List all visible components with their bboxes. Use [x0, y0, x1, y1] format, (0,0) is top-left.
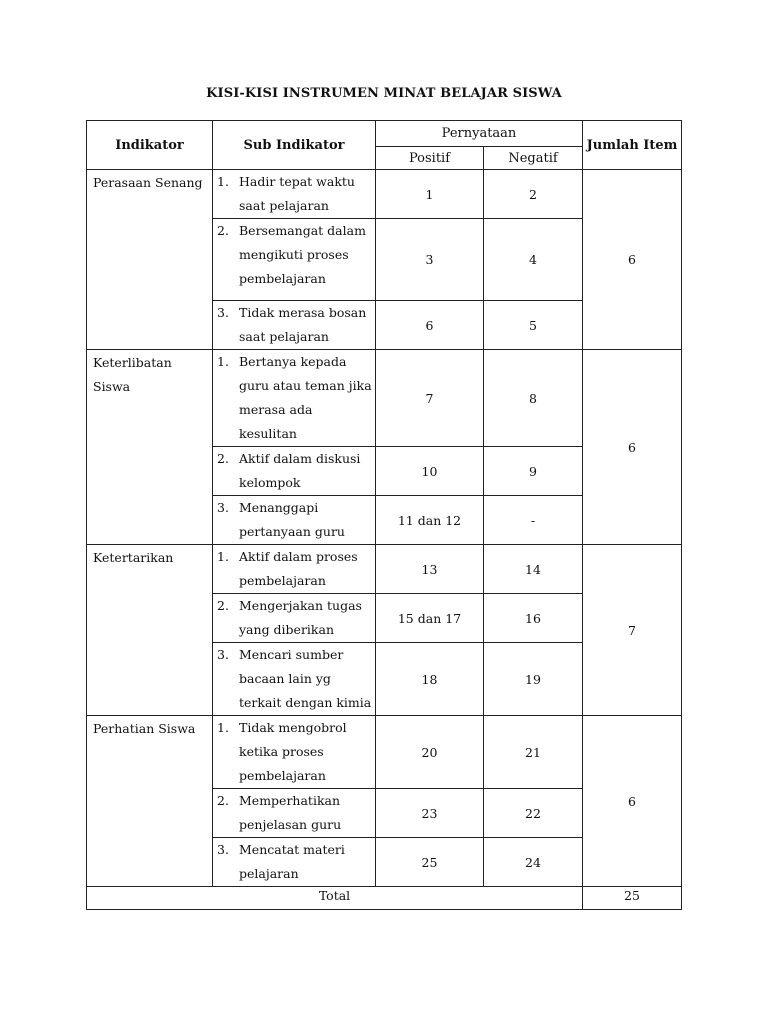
negatif-cell: 21	[484, 716, 583, 789]
header-jumlah-item: Jumlah Item	[583, 121, 682, 170]
total-row	[87, 887, 682, 910]
sub-indikator-cell	[213, 594, 376, 643]
sub-indikator-cell	[213, 496, 376, 545]
sub-indikator-cell	[213, 350, 376, 447]
negatif-cell: -	[484, 496, 583, 545]
positif-cell: 15 dan 17	[376, 594, 484, 643]
sub-indikator-cell	[213, 301, 376, 350]
item-number: 3.	[217, 305, 229, 320]
header-pernyataan: Pernyataan	[376, 121, 583, 147]
negatif-cell: 22	[484, 789, 583, 838]
document-title: KISI-KISI INSTRUMEN MINAT BELAJAR SISWA	[206, 86, 562, 101]
positif-cell: 23	[376, 789, 484, 838]
positif-cell: 6	[376, 301, 484, 350]
sub-indikator-cell	[213, 219, 376, 301]
indikator-cell: Keterlibatan Siswa	[87, 350, 213, 545]
item-number: 3.	[217, 647, 229, 662]
sub-indikator-text: Mengerjakan tugas yang diberikan	[239, 598, 362, 637]
positif-cell: 7	[376, 350, 484, 447]
negatif-cell: 24	[484, 838, 583, 887]
total-value: 25	[583, 887, 682, 910]
jumlah-cell: 6	[583, 170, 682, 350]
sub-indikator-text: Tidak mengobrol ketika proses pembelajaran	[239, 720, 347, 783]
sub-indikator-cell	[213, 838, 376, 887]
item-number: 3.	[217, 500, 229, 515]
table-row	[87, 170, 682, 219]
instrument-table	[86, 120, 682, 910]
item-number: 1.	[217, 174, 229, 189]
negatif-cell: 4	[484, 219, 583, 301]
negatif-cell: 2	[484, 170, 583, 219]
total-label: Total	[87, 887, 583, 910]
item-number: 1.	[217, 354, 229, 369]
header-sub-indikator: Sub Indikator	[213, 121, 376, 170]
table-row	[87, 716, 682, 789]
sub-indikator-text: Tidak merasa bosan saat pelajaran	[239, 305, 367, 344]
sub-indikator-cell	[213, 170, 376, 219]
sub-indikator-text: Bersemangat dalam mengikuti proses pembelajaran	[239, 223, 366, 286]
item-number: 1.	[217, 720, 229, 735]
negatif-cell: 5	[484, 301, 583, 350]
jumlah-cell: 6	[583, 716, 682, 887]
item-number: 2.	[217, 793, 229, 808]
sub-indikator-text: Aktif dalam diskusi kelompok	[239, 451, 361, 490]
item-number: 2.	[217, 598, 229, 613]
item-number: 3.	[217, 842, 229, 857]
sub-indikator-cell	[213, 447, 376, 496]
indikator-cell: Ketertarikan	[87, 545, 213, 716]
positif-cell: 18	[376, 643, 484, 716]
item-number: 2.	[217, 451, 229, 466]
sub-indikator-text: Menanggapi pertanyaan guru	[239, 500, 345, 539]
indikator-cell: Perhatian Siswa	[87, 716, 213, 887]
item-number: 1.	[217, 549, 229, 564]
negatif-cell: 8	[484, 350, 583, 447]
sub-indikator-text: Hadir tepat waktu saat pelajaran	[239, 174, 355, 213]
jumlah-cell: 7	[583, 545, 682, 716]
sub-indikator-text: Mencatat materi pelajaran	[239, 842, 345, 881]
table-row	[87, 545, 682, 594]
negatif-cell: 9	[484, 447, 583, 496]
header-negatif: Negatif	[484, 147, 583, 170]
sub-indikator-text: Aktif dalam proses pembelajaran	[239, 549, 358, 588]
sub-indikator-cell	[213, 545, 376, 594]
sub-indikator-text: Bertanya kepada guru atau teman jika merasa ada kesulitan	[239, 354, 372, 441]
sub-indikator-text: Mencari sumber bacaan lain yg terkait dengan kimia	[239, 647, 372, 710]
table-row	[87, 350, 682, 447]
positif-cell: 1	[376, 170, 484, 219]
positif-cell: 25	[376, 838, 484, 887]
negatif-cell: 19	[484, 643, 583, 716]
sub-indikator-cell	[213, 643, 376, 716]
positif-cell: 13	[376, 545, 484, 594]
negatif-cell: 14	[484, 545, 583, 594]
item-number: 2.	[217, 223, 229, 238]
indikator-cell: Perasaan Senang	[87, 170, 213, 350]
header-positif: Positif	[376, 147, 484, 170]
sub-indikator-text: Memperhatikan penjelasan guru	[239, 793, 342, 832]
negatif-cell: 16	[484, 594, 583, 643]
positif-cell: 10	[376, 447, 484, 496]
sub-indikator-cell	[213, 789, 376, 838]
positif-cell: 20	[376, 716, 484, 789]
positif-cell: 3	[376, 219, 484, 301]
jumlah-cell: 6	[583, 350, 682, 545]
positif-cell: 11 dan 12	[376, 496, 484, 545]
header-indikator: Indikator	[87, 121, 213, 170]
sub-indikator-cell	[213, 716, 376, 789]
